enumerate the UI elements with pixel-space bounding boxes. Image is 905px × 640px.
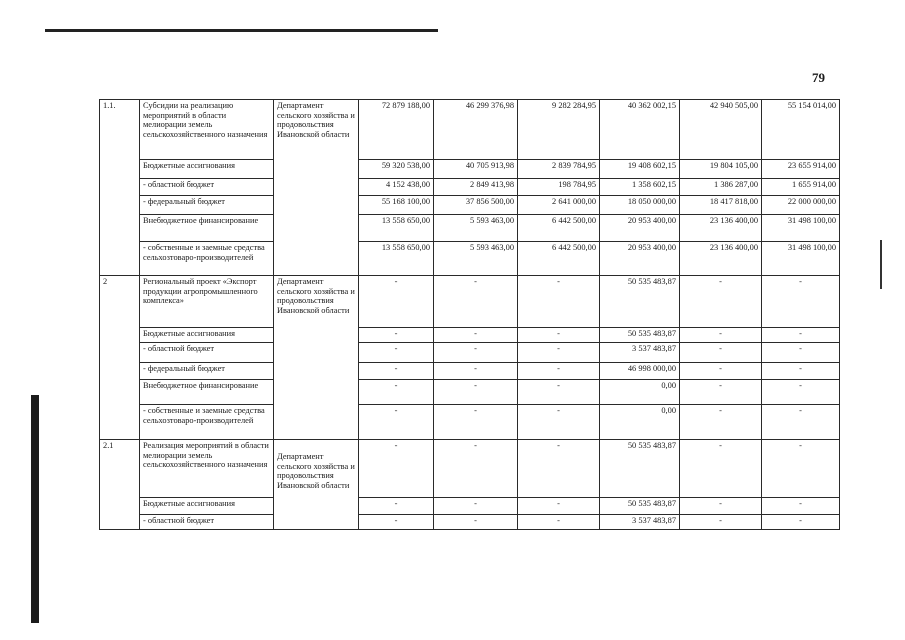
value-cell: 13 558 650,00: [359, 215, 434, 242]
scan-mark-right: [880, 240, 882, 289]
value-cell: -: [359, 515, 434, 530]
value-cell: 6 442 500,00: [518, 242, 600, 276]
value-cell: -: [359, 343, 434, 363]
value-cell: -: [434, 276, 518, 328]
value-cell: -: [762, 343, 840, 363]
value-cell: 19 408 602,15: [600, 160, 680, 179]
value-cell: -: [680, 276, 762, 328]
value-cell: 1 358 602,15: [600, 179, 680, 196]
value-cell: 46 998 000,00: [600, 363, 680, 380]
value-cell: -: [434, 380, 518, 405]
value-cell: 23 136 400,00: [680, 215, 762, 242]
value-cell: 50 535 483,87: [600, 498, 680, 515]
value-cell: -: [359, 363, 434, 380]
value-cell: 5 593 463,00: [434, 215, 518, 242]
value-cell: -: [762, 328, 840, 343]
value-cell: 23 136 400,00: [680, 242, 762, 276]
value-cell: -: [680, 363, 762, 380]
row-label: Внебюджетное финансирование: [140, 215, 274, 242]
row-label: Субсидии на реализацию мероприятий в области мелиорации земель сельскохозяйственного назначения: [140, 100, 274, 160]
value-cell: 1 386 287,00: [680, 179, 762, 196]
value-cell: 37 856 500,00: [434, 196, 518, 215]
value-cell: -: [762, 498, 840, 515]
page-number: 79: [812, 70, 825, 85]
table-row: [100, 196, 840, 215]
table-row: [100, 380, 840, 405]
value-cell: -: [518, 343, 600, 363]
scan-edge-left: [31, 395, 39, 623]
value-cell: 1 655 914,00: [762, 179, 840, 196]
value-cell: 31 498 100,00: [762, 215, 840, 242]
value-cell: 6 442 500,00: [518, 215, 600, 242]
value-cell: 18 417 818,00: [680, 196, 762, 215]
value-cell: -: [762, 276, 840, 328]
value-cell: -: [762, 363, 840, 380]
value-cell: -: [434, 515, 518, 530]
value-cell: 13 558 650,00: [359, 242, 434, 276]
table-row: [100, 405, 840, 440]
value-cell: 31 498 100,00: [762, 242, 840, 276]
value-cell: 9 282 284,95: [518, 100, 600, 160]
value-cell: -: [518, 498, 600, 515]
table-row: [100, 100, 840, 160]
value-cell: 0,00: [600, 405, 680, 440]
row-label: - областной бюджет: [140, 343, 274, 363]
item-index: 1.1.: [100, 100, 140, 276]
value-cell: 18 050 000,00: [600, 196, 680, 215]
value-cell: -: [434, 498, 518, 515]
value-cell: 20 953 400,00: [600, 242, 680, 276]
table-row: [100, 215, 840, 242]
budget-table: [99, 99, 840, 530]
value-cell: 4 152 438,00: [359, 179, 434, 196]
item-index: 2.1: [100, 440, 140, 530]
row-label: - областной бюджет: [140, 515, 274, 530]
value-cell: -: [359, 440, 434, 498]
value-cell: -: [762, 405, 840, 440]
row-label: - федеральный бюджет: [140, 196, 274, 215]
value-cell: -: [680, 405, 762, 440]
value-cell: 55 154 014,00: [762, 100, 840, 160]
value-cell: 2 641 000,00: [518, 196, 600, 215]
value-cell: -: [518, 440, 600, 498]
value-cell: -: [434, 343, 518, 363]
value-cell: 5 593 463,00: [434, 242, 518, 276]
value-cell: 198 784,95: [518, 179, 600, 196]
value-cell: -: [518, 380, 600, 405]
value-cell: -: [680, 515, 762, 530]
value-cell: 0,00: [600, 380, 680, 405]
table-row: [100, 179, 840, 196]
responsible-department: Департамент сельского хозяйства и продовольствия Ивановской области: [274, 440, 359, 530]
item-index: 2: [100, 276, 140, 440]
row-label: - собственные и заемные средства сельхозтоваро-производителей: [140, 242, 274, 276]
value-cell: -: [680, 343, 762, 363]
value-cell: -: [680, 328, 762, 343]
value-cell: 50 535 483,87: [600, 328, 680, 343]
value-cell: 23 655 914,00: [762, 160, 840, 179]
value-cell: -: [359, 498, 434, 515]
table-row: [100, 328, 840, 343]
row-label: Бюджетные ассигнования: [140, 328, 274, 343]
value-cell: 3 537 483,87: [600, 343, 680, 363]
row-label: - федеральный бюджет: [140, 363, 274, 380]
value-cell: 72 879 188,00: [359, 100, 434, 160]
table-row: [100, 363, 840, 380]
value-cell: -: [762, 440, 840, 498]
value-cell: 2 839 784,95: [518, 160, 600, 179]
value-cell: -: [680, 440, 762, 498]
value-cell: -: [434, 440, 518, 498]
row-label: Бюджетные ассигнования: [140, 160, 274, 179]
value-cell: -: [359, 380, 434, 405]
value-cell: 22 000 000,00: [762, 196, 840, 215]
value-cell: -: [518, 515, 600, 530]
row-label: - областной бюджет: [140, 179, 274, 196]
value-cell: -: [434, 363, 518, 380]
value-cell: 2 849 413,98: [434, 179, 518, 196]
table-row: [100, 440, 840, 498]
value-cell: 55 168 100,00: [359, 196, 434, 215]
row-label: Внебюджетное финансирование: [140, 380, 274, 405]
table-row: [100, 343, 840, 363]
value-cell: -: [434, 328, 518, 343]
value-cell: -: [434, 405, 518, 440]
value-cell: -: [359, 405, 434, 440]
value-cell: -: [762, 515, 840, 530]
value-cell: -: [680, 498, 762, 515]
value-cell: -: [518, 276, 600, 328]
value-cell: 42 940 505,00: [680, 100, 762, 160]
value-cell: -: [359, 328, 434, 343]
table-row: [100, 242, 840, 276]
responsible-department: Департамент сельского хозяйства и продовольствия Ивановской области: [274, 100, 359, 276]
value-cell: 59 320 538,00: [359, 160, 434, 179]
value-cell: 40 705 913,98: [434, 160, 518, 179]
table-row: [100, 276, 840, 328]
value-cell: -: [518, 363, 600, 380]
row-label: Реализация мероприятий в области мелиорации земель сельскохозяйственного назначения: [140, 440, 274, 498]
value-cell: -: [518, 405, 600, 440]
table-row: [100, 498, 840, 515]
value-cell: 20 953 400,00: [600, 215, 680, 242]
value-cell: 3 537 483,87: [600, 515, 680, 530]
value-cell: 46 299 376,98: [434, 100, 518, 160]
value-cell: -: [680, 380, 762, 405]
value-cell: -: [359, 276, 434, 328]
responsible-department: Департамент сельского хозяйства и продовольствия Ивановской области: [274, 276, 359, 440]
value-cell: 19 804 105,00: [680, 160, 762, 179]
row-label: Бюджетные ассигнования: [140, 498, 274, 515]
value-cell: 40 362 002,15: [600, 100, 680, 160]
table-row: [100, 515, 840, 530]
value-cell: 50 535 483,87: [600, 440, 680, 498]
value-cell: -: [762, 380, 840, 405]
row-label: Региональный проект «Экспорт продукции агропромышленного комплекса»: [140, 276, 274, 328]
row-label: - собственные и заемные средства сельхозтоваро-производителей: [140, 405, 274, 440]
value-cell: -: [518, 328, 600, 343]
scan-edge-top: [45, 29, 438, 32]
table-row: [100, 160, 840, 179]
value-cell: 50 535 483,87: [600, 276, 680, 328]
